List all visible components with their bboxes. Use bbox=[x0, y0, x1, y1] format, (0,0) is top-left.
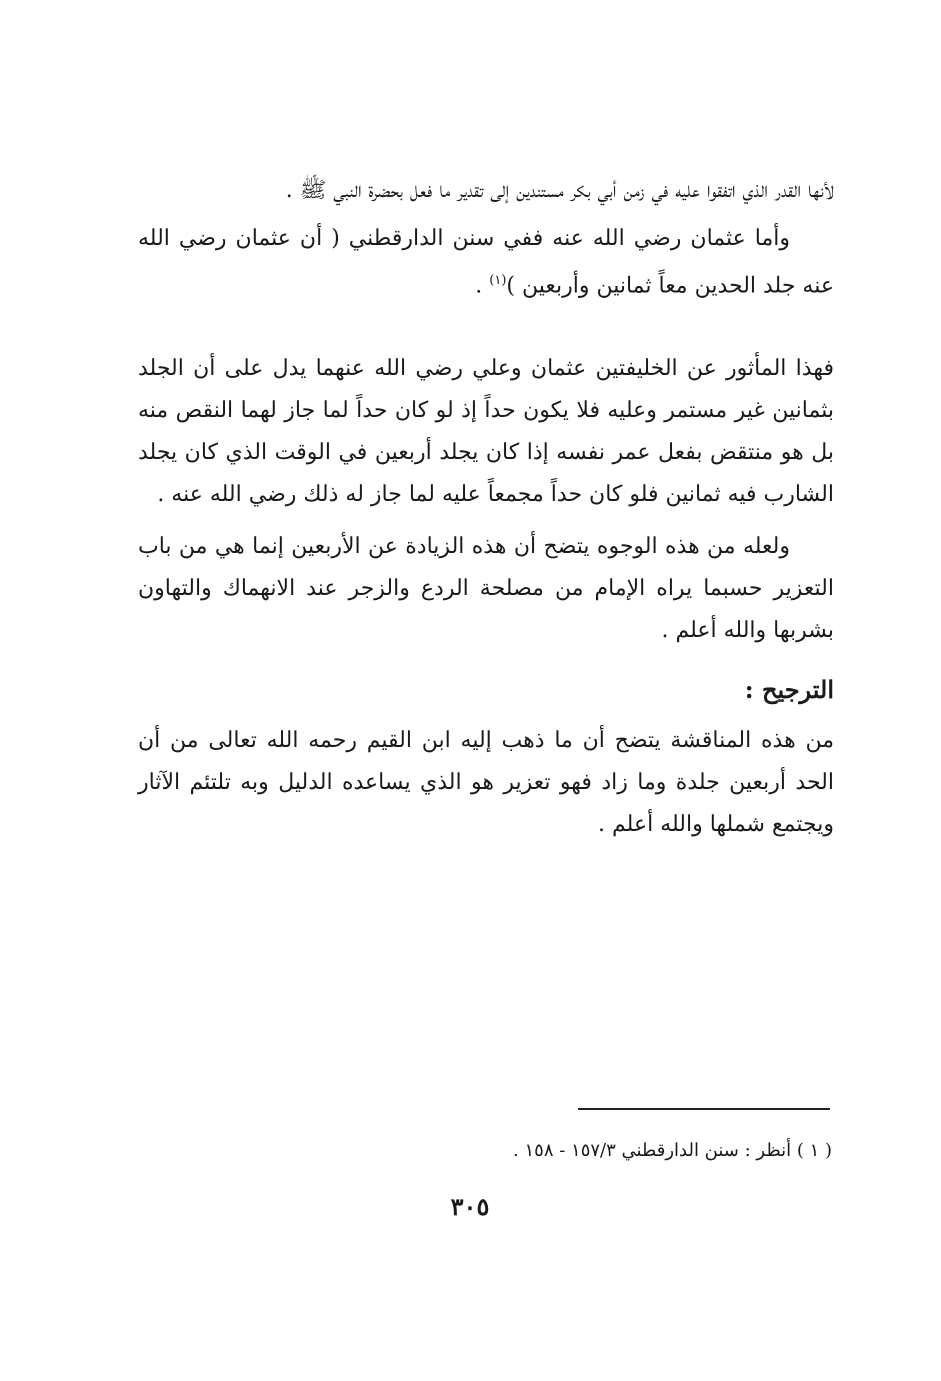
paragraph-4: ولعله من هذه الوجوه يتضح أن هذه الزيادة عن الأربعين إنما هي من باب التعزير حسبما يراه الإمام من مصلحة الردع والزجر عند الانهماك والتهاون بشربها والله أعلم . bbox=[138, 534, 834, 643]
page-number: ٣٠٥ bbox=[450, 1192, 490, 1221]
footnote: ( ١ ) أنظر : سنن الدارقطني ١٥٧/٣ - ١٥٨ . bbox=[513, 1140, 832, 1161]
upper-text-block bbox=[138, 170, 834, 307]
section-heading: الترجيح : bbox=[744, 675, 834, 704]
paragraph-3: فهذا المأثور عن الخليفتين عثمان وعلي رضي الله عنهما يدل على أن الجلد بثمانين غير مستمر وعليه فلا يكون حداً إذ لو كان حداً لما جاز لهما النقص منه بل هو منتقض بفعل عمر نفسه إذا كان يجلد أربعين في الوقت الذي كان يجلد الشارب فيه ثمانين فلو كان حداً مجمعاً عليه لما جاز له ذلك رضي الله عنه . bbox=[138, 356, 834, 507]
middle-text-block bbox=[138, 348, 834, 652]
paragraph-2-end: . bbox=[475, 273, 490, 299]
conclusion-block bbox=[138, 720, 834, 846]
footnote-divider bbox=[578, 1108, 830, 1110]
paragraph-1: لأنها القدر الذي اتفقوا عليه في زمن أبي بكر مستندين إلى تقدير ما فعل بحضرة النبي ﷺ . bbox=[285, 178, 834, 203]
paragraph-2-text: وأما عثمان رضي الله عنه ففي سنن الدارقطني ( أن عثمان رضي الله عنه جلد الحدين معاً ثمانين وأربعين ) bbox=[138, 226, 834, 299]
conclusion-paragraph: من هذه المناقشة يتضح أن ما ذهب إليه ابن القيم رحمه الله تعالى من أن الحد أربعين جلدة وما زاد فهو تعزير هو الذي يساعده الدليل وبه تلتئم الآثار ويجتمع شملها والله أعلم . bbox=[138, 728, 834, 837]
paragraph-2 bbox=[138, 218, 834, 307]
footnote-reference: (١) bbox=[489, 273, 507, 288]
